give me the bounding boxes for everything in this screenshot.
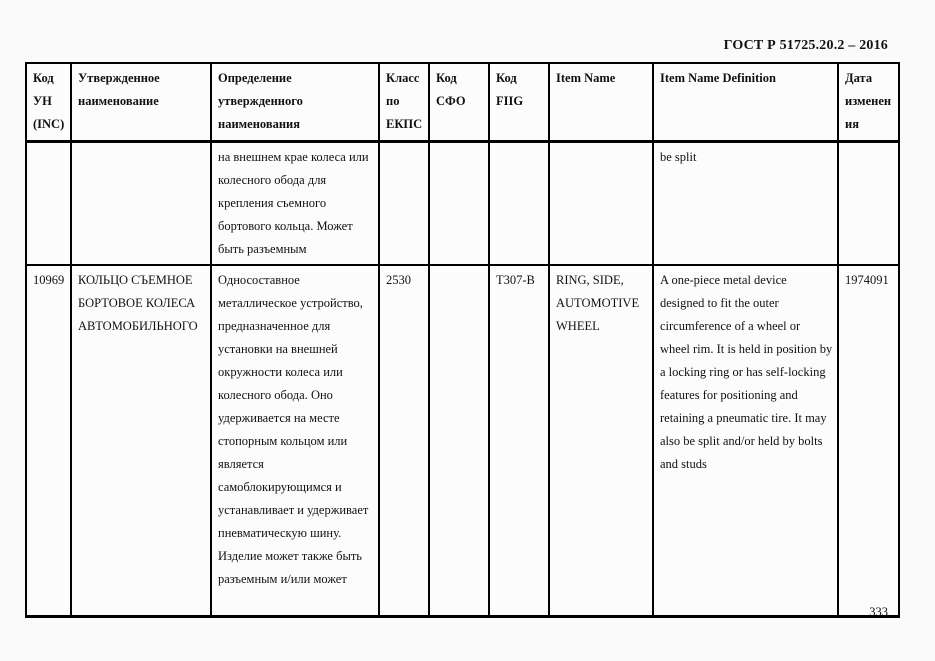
cell-change-date: 1974091 <box>838 265 899 617</box>
document-reference: ГОСТ Р 51725.20.2 – 2016 <box>723 38 888 53</box>
col-header-definition-ru: Определение утвержденного наименования <box>211 63 379 142</box>
col-header-change-date: Дата изменения <box>838 63 899 142</box>
table-row <box>26 142 899 266</box>
cell-ekps-class: 2530 <box>379 265 429 617</box>
table-header-row <box>26 63 899 142</box>
col-header-sfo-code: Код СФО <box>429 63 489 142</box>
col-header-item-name: Item Name <box>549 63 653 142</box>
cell-approved-name: КОЛЬЦО СЪЕМНОЕ БОРТОВОЕ КОЛЕСА АВТОМОБИЛЬНОГО <box>71 265 211 617</box>
col-header-fiig-code: Код FIIG <box>489 63 549 142</box>
classification-table <box>25 62 900 618</box>
cell-ekps-class <box>379 142 429 266</box>
cell-item-name-def: A one-piece metal device designed to fit the outer circumference of a wheel or wheel rim. It is held in position by a locking ring or has self-locking features for positioning and retaining a pneumatic tire. It may also be split and/or held by bolts and studs <box>653 265 838 617</box>
cell-sfo-code <box>429 142 489 266</box>
cell-code: 10969 <box>26 265 71 617</box>
cell-change-date <box>838 142 899 266</box>
cell-item-name: RING, SIDE, AUTOMOTIVE WHEEL <box>549 265 653 617</box>
col-header-ekps-class: Класс по ЕКПС <box>379 63 429 142</box>
col-header-item-name-def: Item Name Definition <box>653 63 838 142</box>
cell-item-name <box>549 142 653 266</box>
cell-sfo-code <box>429 265 489 617</box>
col-header-approved-name: Утвержденное наименование <box>71 63 211 142</box>
col-header-code-un-inc: Код УН (INC) <box>26 63 71 142</box>
cell-item-name-def: be split <box>653 142 838 266</box>
cell-definition-ru: на внешнем крае колеса или колесного обода для крепления съемного бортового кольца. Может быть разъемным <box>211 142 379 266</box>
page-number: 333 <box>869 605 888 619</box>
cell-code <box>26 142 71 266</box>
cell-fiig-code <box>489 142 549 266</box>
cell-approved-name <box>71 142 211 266</box>
table-row <box>26 265 899 617</box>
cell-definition-ru: Односоставное металлическое устройство, предназначенное для установки на внешней окружности колеса или колесного обода. Оно удерживается на месте стопорным кольцом или является самоблокирующимся и устанавливает и удерживает пневматическую шину. Изделие может также быть разъемным и/или может <box>211 265 379 617</box>
cell-fiig-code: T307-B <box>489 265 549 617</box>
